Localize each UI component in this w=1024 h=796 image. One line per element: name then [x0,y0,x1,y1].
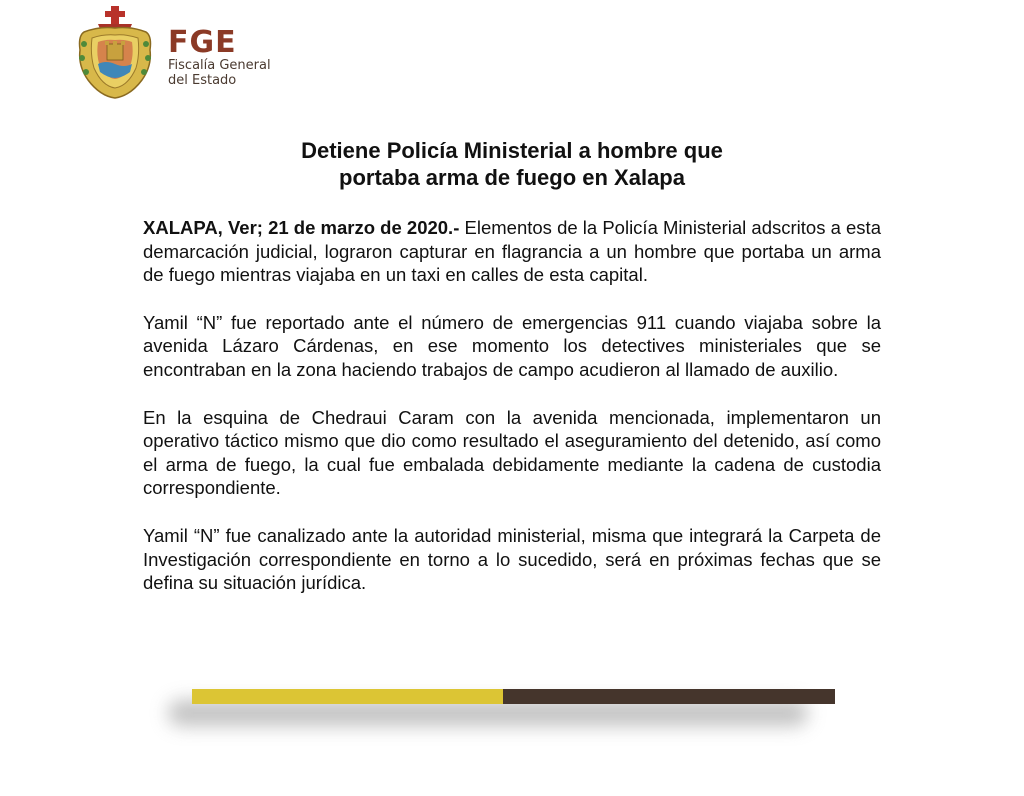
coat-of-arms-seal-icon [74,4,156,100]
paragraph-1-text: Elementos de la Policía Ministerial adscritos a esta demarcación judicial, lograron capturar en flagrancia a un hombre que portaba un arma de fuego mientras viajaba en un taxi en calles de esta capital. [143,217,881,286]
logo-name-line-1: Fiscalía General [168,58,271,73]
logo-abbreviation: FGE [168,25,237,60]
title-line-2: portaba arma de fuego en Xalapa [339,165,685,190]
paragraph-1 [143,216,881,287]
paragraph-4: Yamil “N” fue canalizado ante la autoridad ministerial, misma que integrará la Carpeta de Investigación correspondiente en torno a lo sucedido, será en próximas fechas que se defina su situación jurídica. [143,524,881,594]
dateline: XALAPA, Ver; 21 de marzo de 2020.- [143,217,460,238]
logo-text [168,25,271,88]
press-release-body [143,216,881,619]
paragraph-2: Yamil “N” fue reportado ante el número de emergencias 911 cuando viajaba sobre la avenida Lázaro Cárdenas, en ese momento los detectives ministeriales que se encontraban en la zona haciendo trabajos de campo acudieron al llamado de auxilio. [143,311,881,380]
paragraph-3: En la esquina de Chedraui Caram con la avenida mencionada, implementaron un operativo táctico mismo que dio como resultado el aseguramiento del detenido, así como el arma de fuego, la cual fue embalada debidamente mediante la cadena de custodia correspondiente. [143,406,881,499]
press-release-title [150,137,874,191]
footer-bar-yellow [192,689,503,704]
footer-bar-brown [503,689,835,704]
title-line-1: Detiene Policía Ministerial a hombre que [301,138,723,163]
logo-name-line-2: del Estado [168,73,237,88]
